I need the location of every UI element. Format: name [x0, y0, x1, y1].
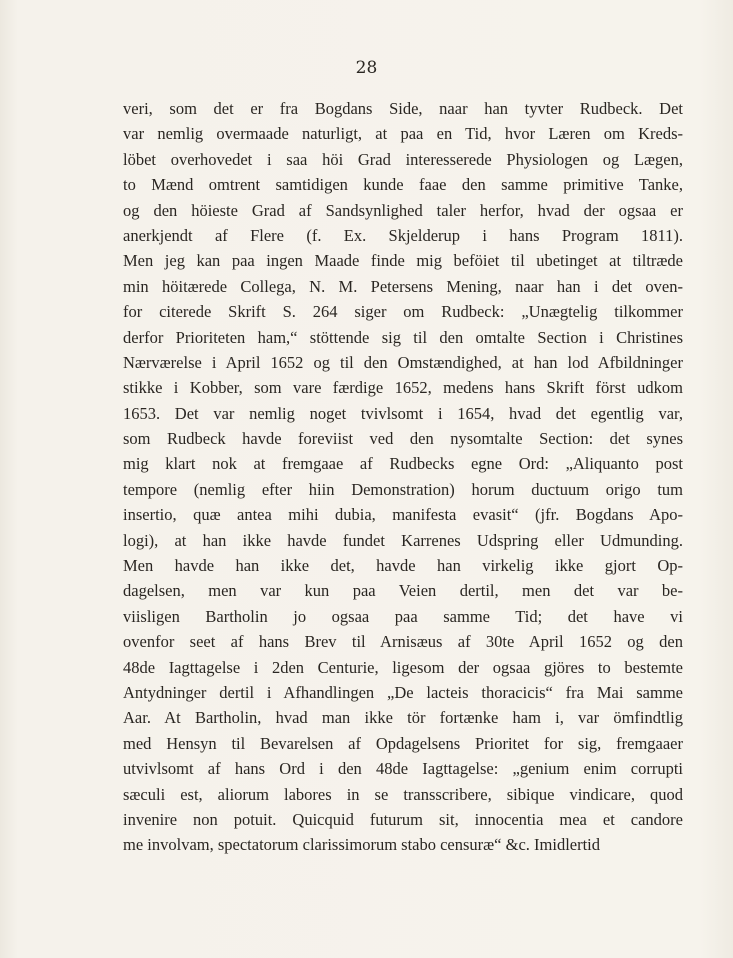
text-line: og den höieste Grad af Sandsynlighed taler herfor, hvad der ogsaa er: [123, 200, 683, 220]
text-line: tempore (nemlig efter hiin Demonstration) horum ductuum origo tum: [123, 479, 683, 499]
text-line: min höitærede Collega, N. M. Petersens Mening, naar han i det oven-: [123, 276, 683, 296]
text-line: stikke i Kobber, som vare færdige 1652, medens hans Skrift först udkom: [123, 378, 683, 398]
text-line: löbet overhovedet i saa höi Grad interesserede Physiologen og Lægen,: [123, 149, 683, 169]
page-number: 28: [355, 58, 378, 78]
text-line: Antydninger dertil i Afhandlingen „De lacteis thoracicis“ fra Mai samme: [123, 682, 683, 702]
text-line: 48de Iagttagelse i 2den Centurie, ligesom der ogsaa gjöres to bestemte: [123, 657, 683, 677]
text-line: mig klart nok at fremgaae af Rudbecks egne Ord: „Aliquanto post: [123, 454, 683, 474]
text-line: ovenfor seet af hans Brev til Arnisæus af 30te April 1652 og den: [123, 632, 683, 652]
text-line: viisligen Bartholin jo ogsaa paa samme Tid; det have vi: [123, 606, 683, 626]
text-line: 1653. Det var nemlig noget tvivlsomt i 1654, hvad det egentlig var,: [123, 403, 683, 423]
text-line: me involvam, spectatorum clarissimorum stabo censuræ“ &c. Imidlertid: [123, 835, 601, 855]
text-line: for citerede Skrift S. 264 siger om Rudbeck: „Unægtelig tilkommer: [123, 302, 683, 322]
text-line: var nemlig overmaade naturligt, at paa en Tid, hvor Læren om Kreds-: [123, 124, 683, 144]
text-line: to Mænd omtrent samtidigen kunde faae den samme primitive Tanke,: [123, 175, 683, 195]
text-line: Men havde han ikke det, havde han virkelig ikke gjort Op-: [123, 556, 683, 576]
text-line: utvivlsomt af hans Ord i den 48de Iagttagelse: „genium enim corrupti: [123, 759, 683, 779]
text-line: Aar. At Bartholin, hvad man ikke tör fortænke ham i, var ömfindtlig: [123, 708, 683, 728]
text-line: insertio, quæ antea mihi dubia, manifesta evasit“ (jfr. Bogdans Apo-: [123, 505, 683, 525]
text-line: med Hensyn til Bevarelsen af Opdagelsens Prioritet for sig, fremgaaer: [123, 733, 683, 753]
text-line: veri, som det er fra Bogdans Side, naar han tyvter Rudbeck. Det: [123, 99, 683, 118]
text-line: invenire non potuit. Quicquid futurum sit, innocentia mea et candore: [123, 809, 683, 829]
text-line: logi), at han ikke havde fundet Karrenes Udspring eller Udmunding.: [123, 530, 683, 550]
text-line: som Rudbeck havde foreviist ved den nysomtalte Section: det synes: [123, 429, 683, 449]
text-line: dagelsen, men var kun paa Veien dertil, men det var be-: [123, 581, 683, 601]
text-line: Men jeg kan paa ingen Maade finde mig beföiet til ubetinget at tiltræde: [123, 251, 683, 271]
text-line: Nærværelse i April 1652 og til den Omstændighed, at han lod Afbildninger: [123, 352, 683, 372]
text-line: derfor Prioriteten ham,“ stöttende sig til den omtalte Section i Christines: [123, 327, 683, 347]
text-line: sæculi est, aliorum labores in se transscribere, sibique vindicare, quod: [123, 784, 683, 804]
body-text: [123, 96, 683, 858]
text-line: anerkjendt af Flere (f. Ex. Skjelderup i hans Program 1811).: [123, 225, 683, 245]
